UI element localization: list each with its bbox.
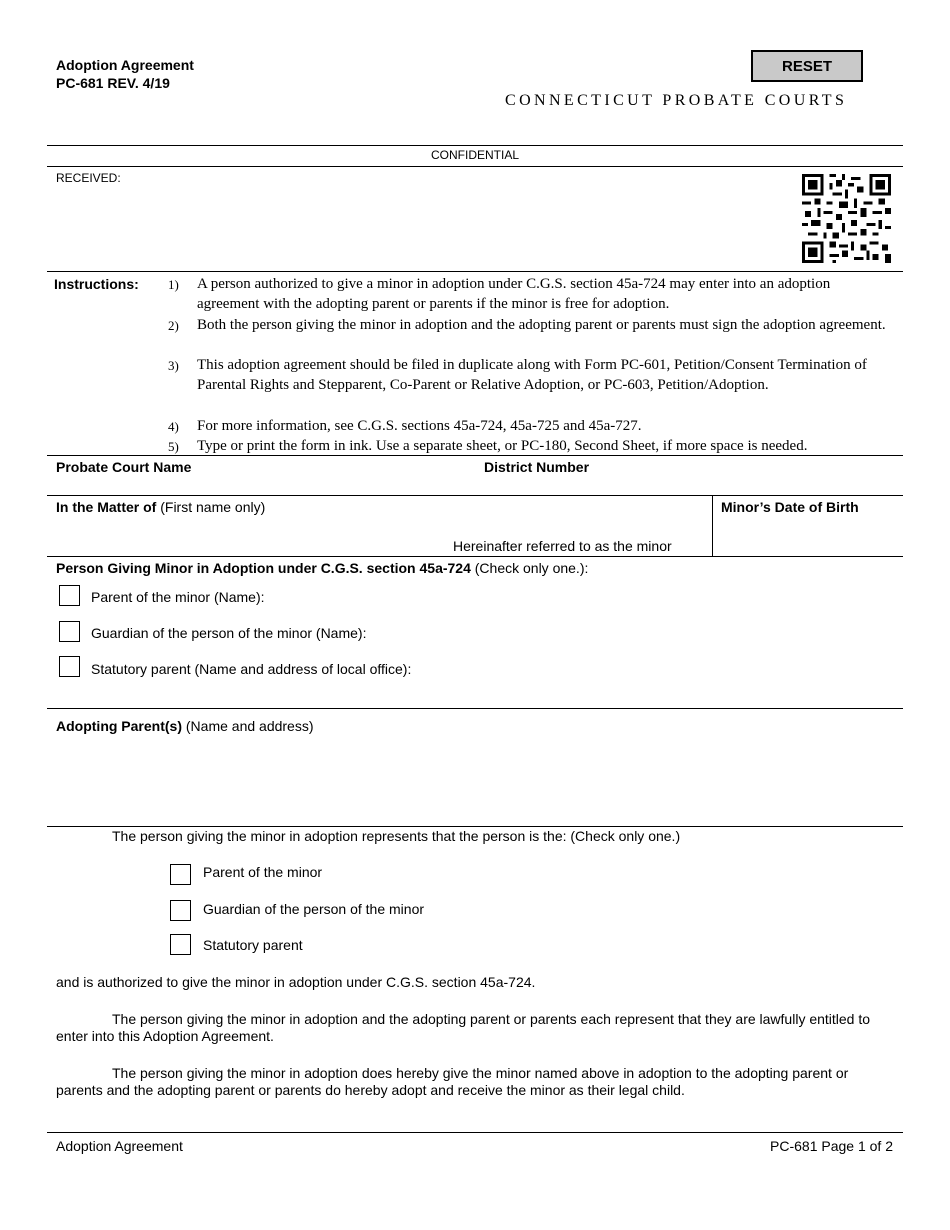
divider	[47, 495, 903, 496]
probate-court-input[interactable]	[47, 476, 903, 494]
statutory-parent-option-label: Statutory parent (Name and address of local office):	[91, 661, 412, 677]
hereinafter-label: Hereinafter referred to as the minor	[453, 538, 672, 554]
represents-intro: The person giving the minor in adoption represents that the person is the: (Check only one.)	[112, 828, 681, 844]
person-giving-label: Person Giving Minor in Adoption under C.G.S. section 45a-724 (Check only one.):	[56, 560, 589, 576]
in-the-matter-of-label: In the Matter of (First name only)	[56, 499, 266, 515]
parent-checkbox[interactable]	[59, 585, 80, 606]
represents-guardian-checkbox[interactable]	[170, 900, 191, 921]
represents-guardian-label: Guardian of the person of the minor	[203, 901, 425, 917]
footer-divider	[47, 1132, 903, 1133]
guardian-checkbox[interactable]	[59, 621, 80, 642]
court-name: CONNECTICUT PROBATE COURTS	[505, 92, 848, 109]
guardian-option-label: Guardian of the person of the minor (Name):	[91, 625, 367, 641]
represents-parent-checkbox[interactable]	[170, 864, 191, 885]
form-revision: PC-681 REV. 4/19	[56, 75, 170, 91]
instruction-text: Both the person giving the minor in adoption and the adopting parent or parents must sign the adoption agreement.	[197, 317, 886, 333]
represents-parent-label: Parent of the minor	[203, 864, 323, 880]
instruction-text: This adoption agreement should be filed in duplicate along with Form PC-601, Petition/Consent Termination of Parental Rights and Stepparent, Co-Parent or Relative Adoption, or PC-603, Petition/Adoption.	[197, 357, 867, 394]
form-title: Adoption Agreement	[56, 57, 194, 73]
divider	[47, 455, 903, 456]
qr-code-icon	[802, 174, 891, 263]
reset-button[interactable]: RESET	[751, 50, 863, 82]
divider	[712, 495, 713, 556]
parent-option-label: Parent of the minor (Name):	[91, 589, 265, 605]
represents-statutory-label: Statutory parent	[203, 937, 303, 953]
instruction-number: 2)	[168, 318, 179, 333]
divider	[47, 556, 903, 557]
adopting-parents-input[interactable]	[56, 738, 896, 820]
divider	[47, 271, 903, 272]
minor-dob-label: Minor’s Date of Birth	[721, 499, 859, 515]
confidential-label: CONFIDENTIAL	[430, 148, 519, 162]
parent-name-input[interactable]	[290, 586, 890, 606]
guardian-name-input[interactable]	[405, 622, 895, 642]
instruction-number: 4)	[168, 419, 179, 434]
probate-court-name-label: Probate Court Name	[56, 459, 192, 475]
instruction-text: For more information, see C.G.S. sections 45a-724, 45a-725 and 45a-727.	[197, 418, 642, 434]
lawfully-entitled-paragraph: The person giving the minor in adoption and the adopting parent or parents each represent that they are lawfully entitled to enter into this Adoption Agreement.	[56, 1011, 871, 1044]
statutory-parent-checkbox[interactable]	[59, 656, 80, 677]
minor-dob-input[interactable]	[718, 518, 898, 552]
divider	[47, 145, 903, 146]
instructions-label: Instructions:	[54, 276, 139, 292]
footer-page-number: PC-681 Page 1 of 2	[770, 1138, 893, 1154]
authorized-statement: and is authorized to give the minor in adoption under C.G.S. section 45a-724.	[56, 974, 536, 990]
received-label: RECEIVED:	[56, 171, 121, 185]
instruction-number: 3)	[168, 358, 179, 373]
divider	[47, 826, 903, 827]
divider	[47, 166, 903, 167]
statutory-parent-input[interactable]	[452, 658, 897, 702]
minor-first-name-input[interactable]	[56, 518, 706, 536]
instruction-text: A person authorized to give a minor in adoption under C.G.S. section 45a-724 may enter into an adoption agreement with the adopting parent or parents if the minor is free for adoption.	[197, 276, 831, 313]
instruction-number: 1)	[168, 277, 179, 292]
instruction-text: Type or print the form in ink. Use a separate sheet, or PC-180, Second Sheet, if more space is needed.	[197, 438, 808, 454]
represents-statutory-checkbox[interactable]	[170, 934, 191, 955]
give-minor-paragraph: The person giving the minor in adoption does hereby give the minor named above in adoption to the adopting parent or parents and the adopting parent or parents do hereby adopt and receive the minor as their legal child.	[56, 1065, 849, 1098]
footer-form-title: Adoption Agreement	[56, 1138, 183, 1154]
adopting-parents-label: Adopting Parent(s) (Name and address)	[56, 718, 314, 734]
divider	[47, 708, 903, 709]
district-number-label: District Number	[484, 459, 590, 475]
instruction-number: 5)	[168, 439, 179, 454]
